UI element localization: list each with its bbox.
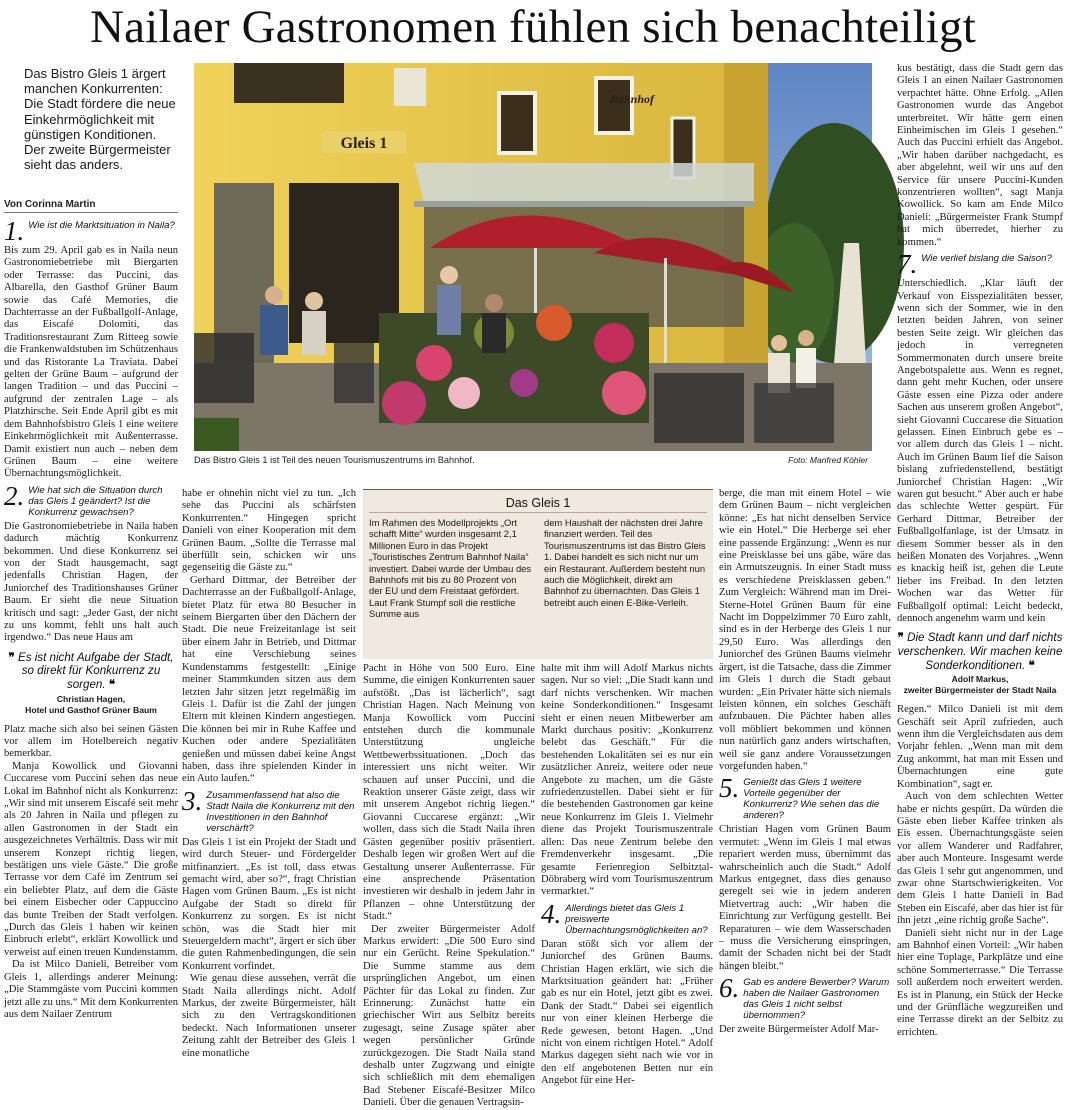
question-number: 4. [541, 898, 562, 929]
question-text: Allerdings bietet das Gleis 1 preiswerte Übernachtungsmöglichkeiten an? [565, 902, 708, 936]
question-text: Wie hat sich die Situation durch das Gleis 1 geändert? Ist die Konkurrenz gewachsen? [28, 484, 163, 518]
sign-bahnhof: Bahnhof [609, 92, 655, 106]
question-1 [4, 216, 178, 246]
question-number: 1. [4, 216, 25, 246]
paragraph: Platz mache sich also bei seinen Gästen vor allem im Hotelbereich negativ bemerkbar. [4, 723, 178, 760]
column-6 [897, 63, 1063, 1076]
paragraph: Da ist Milco Danieli, Betreiber vom Gleis 1, allerdings anderer Meinung: „Die Stammgäste vom Puccini kommen jetzt alle zu uns.“ Mit dem Konkurrenten aus dem Nailaer Zentrum [4, 959, 178, 1020]
quote-open-icon: ❞ [8, 650, 15, 664]
paragraph: Wie genau diese aussehen, verrät die Stadt Naila allerdings nicht. Adolf Markus, der zweite Bürgermeister, hält sich zu den Vertragskonditionen bedeckt. Nach Informationen unserer Zeitung zahlt der Betreiber des Gleis 1 eine monatliche [182, 973, 356, 1059]
question-text: Zusammenfassend hat also die Stadt Naila die Konkurrenz mit den Investitionen in den Bahnhof verschärft? [206, 789, 355, 834]
quote-close-icon: ❝ [108, 677, 116, 691]
paragraph: Das Gleis 1 ist ein Projekt der Stadt und wird durch Steuer- und Fördergelder mitfinanziert. „Es ist toll, dass etwas gemacht wird, aber so?“, fragt Christian Hagen vom Grünen Baum. „Es ist nicht Aufgabe der Stadt so direkt für Konkurrenz zu sorgen. Es ist nicht schön, was die Stadt hier mit Steuergeldern macht“, ärgert er sich über die guten Rahmenbedingungen, die sein Konkurrent vorfindet. [182, 836, 356, 972]
column-1 [4, 216, 178, 1076]
info-box-right: dem Haushalt der nächsten drei Jahre finanziert werden. Teil des Tourismuszentrums ist das Bistro Gleis 1. Dabei handelt es sich nicht nur um ein Restaurant. Außerdem besteht nun auch die Möglichkeit, direkt am Bahnhof zu übernachten. Das Gleis 1 betreibt auch einen E-Bike-Verleih. [544, 517, 706, 608]
byline-rule [4, 212, 178, 213]
question-number: 2. [4, 480, 25, 511]
quote-affiliation: zweiter Bürgermeister der Stadt Naila [903, 685, 1057, 696]
sign-gleis: Gleis 1 [340, 135, 388, 152]
question-2 [4, 480, 178, 518]
question-number: 6. [719, 973, 740, 1004]
paragraph: kus bestätigt, dass die Stadt gern das Gleis 1 an einen Nailaer Gastronomen verpachtet hätte. Ohne Erfolg. „Allen Gastronomen wurde das Angebot unterbreitet. Wir hätte gern einen Einheimischen im Gleis 1 gesehen.“ Auch das Puccini erhielt das Angebot. „Wir haben darüber nachgedacht, es aber abgelehnt, weil wir uns auf den Service für unsere Puccini-Kunden konzentrieren wollten“, sagt Manja Kowollick. So kam am Ende Milco Danieli: „Bürgermeister Frank Stumpf hat mich überredet, hierher zu kommen.“ [897, 63, 1063, 248]
bistro-photo [194, 63, 872, 451]
paragraph: Christian Hagen vom Grünen Baum vermutet: „Wenn im Gleis 1 mal etwas repariert werden muss, übernimmt das wahrscheinlich auch die Stadt.“ Adolf Markus entgegnet, dass dies genauso geregelt sei wie in jedem anderen Mietvertrag auch: „Wir haben die Einrichtung zur Verfügung gestellt. Bei Reparaturen – wie dem Wasserschaden – muss die Versicherung einspringen, damit der Schaden nicht bei der Stadt hängen bleibt.“ [719, 824, 891, 972]
quote-affiliation: Hotel und Gasthof Grüner Baum [25, 704, 157, 715]
paragraph: habe er ohnehin nicht viel zu tun. „Ich sehe das Puccini als schärfsten Konkurrenten.“ Hingegen spricht Danieli von einer Kooperation mit dem Grünen Baum. „Sollte die Terrasse mal überfüllt sein, schicken wir uns gegenseitig die Gäste zu.“ [182, 488, 356, 574]
bistro-photo-illustration [194, 63, 872, 451]
question-7 [897, 249, 1063, 280]
info-box-title: Das Gleis 1 [369, 490, 707, 513]
column-5 [719, 488, 891, 1076]
paragraph: Die Gastronomiebetriebe in Naila haben dadurch mächtig Konkurrenz bekommen. Und diese Konkurrenz sei von der Stadt hausgemacht, sagt jedenfalls Christian Hagen, der Juniorchef des Traditionshauses Grüner Baum. Er sieht die neue Situation kritisch und sagt: „Jeder Gast, der nicht zu uns kommt, fehlt uns halt auch irgendwo.“ Das neue Haus am [4, 520, 178, 644]
question-text: Wie ist die Marktsituation in Naila? [28, 220, 175, 231]
quote-source [897, 674, 1063, 696]
paragraph: Unterschiedlich. „Klar läuft der Verkauf von Eisspezialitäten besser, wenn sich der Sommer, wie in den letzten beiden Jahren, von seiner besten Seite zeigt. Wir gleichen das jedoch in verregneten Sommermonaten durch unsere breite Angebotspalette aus. Wenn es regnet, dann geht mehr Kuchen, oder unsere Gäste essen eine Pizza oder andere Sachen aus unserem großen Angebot“, sieht Giovanni Cuccarese die Situation gelassen. Einen Einbruch gebe es – vor allem durch das Gleis 1 – nicht. Auch im Grünen Baum lief die Saison bislang zufriedenstellend, bestätigt Juniorchef Christian Hagen: „Wir waren gut besucht.“ Aber auch er habe das schlechte Wetter gespürt. Für Gerhard Dittmar, Betreiber der Fußballgolfanlage, ist der Umsatz in diesem Sommer besser als in den heißen Monaten des Vorjahres. „Wenn es knackig heiß ist, gehen die Leute lieber ins Freibad. In den letzten Wochen war das Wetter für Fußballgolf optimal: Leicht bedeckt, dennoch angenehm warm und kein [897, 278, 1063, 625]
pull-quote-hagen [4, 651, 178, 692]
paragraph: Bis zum 29. April gab es in Naila neun Gastronomiebetriebe mit Biergarten oder Terrasse: das Puccini, das Albarella, den Gasthof Grüner Baum sowie das Café Memories, die Dachterrasse an der Fußballgolf-Anlage, das Eiscafé Dolomiti, das Traditionsrestaurant Zum Ritteeg sowie die Frankenwaldstuben im Schützenhaus und das Ristorante La Traviata. Dabei gelten der Grüne Baum – aufgrund der langen Tradition – und das Puccini – aufgrund der zentralen Lage – als Platzhirsche. Seit Ende April gibt es mit dem Bahnhofsbistro Gleis 1 eine weitere Einkehrmöglichkeit mit Außenterrasse. Damit existiert nun auch – neben dem Grünen Baum – eine weitere Übernachtungsmöglichkeit. [4, 245, 178, 480]
photo-caption [194, 454, 872, 468]
quote-author: Christian Hagen, [56, 693, 126, 704]
paragraph: Der zweiter Bürgermeister Adolf Markus erwidert: „Die 500 Euro sind nur ein Gerücht. Reine Spekulation.“ Die Summe stamme aus dem ursprünglichen Angebot, um einen Pächter für das Lokal zu finden. Zur Erinnerung: Zunächst hatte ein griechischer Wirt aus Selbitz bereits zugesagt, seine Zusage später aber wegen persönlicher Gründe zurückgezogen. Die Stadt Naila stand deshalb unter Zugzwang und einigte sich schließlich mit dem ehemaligen Bad Stebener Eiscafé-Besitzer Milco Danieli. Über die genauen Vertragsin- [363, 923, 535, 1109]
question-5 [719, 773, 891, 822]
lead-text: Das Bistro Gleis 1 ärgert manchen Konkurrenten: Die Stadt fördere die neue Einkehrmöglichkeit mit günstigen Konditionen. Der zweite Bürgermeister sieht das anders. [24, 66, 176, 173]
quote-open-icon: ❞ [897, 631, 904, 645]
question-text: Wie verlief bislang die Saison? [921, 253, 1052, 265]
paragraph: Manja Kowollick und Giovanni Cuccarese vom Puccini sehen das neue Lokal im Bahnhof nicht als Konkurrenz: „Wir sind mit unserem Eiscafé seit mehr als 20 Jahren in Naila und pflegen zu allen Gastronomen in der Stadt ein ausgezeichnetes Verhältnis. Dass wir mit unserem Konzept richtig liegen, bestätigen uns viele Gäste.“ Die große Terrasse vor dem Café im Zentrum sei ein beliebter Platz, auf dem die Gäste bei einem Eisbecher oder Cappuccino das bunte Treiben der Stadt verfolgen. „Durch das Gleis 1 haben wir keinen Einbruch erlebt“, erklärt Kowollick und verweist auf einen treuen Kundenstamm. [4, 760, 178, 958]
quote-source [4, 694, 178, 716]
paragraph: Gerhard Dittmar, der Betreiber der Dachterrasse an der Fußballgolf-Anlage, bietet Platz für etwa 80 Besucher in seinem Biergarten über den Dächern der Stadt. Die neue Freizeitanlage ist seit über einem Jahr in Betrieb, und Dittmar hat eine Verschiebung seines Kundenstamms festgestellt: „Einige meiner Stammkunden sitzen aus dem letzten Jahr sitzen jetzt regelmäßig im Gleis 1. Dafür ist die Zahl der jungen Eltern mit kleinen Kindern angestiegen. Die können bei mir in Ruhe Kaffee und Kuchen oder andere Spezialitäten genießen und müssen dabei keine Angst haben, dass ihre spielenden Kinder in ein Auto laufen.“ [182, 574, 356, 785]
quote-author: Adolf Markus, [951, 674, 1009, 685]
column-4 [541, 663, 713, 1087]
byline: Von Corinna Martin [4, 199, 96, 210]
quote-text: Die Stadt kann und darf nichts verschenken. Wir machen keine Sonderkonditionen. [897, 631, 1063, 672]
photo-credit: Foto: Manfred Köhler [788, 455, 868, 465]
question-6 [719, 973, 891, 1022]
question-number: 7. [897, 249, 918, 280]
info-box [363, 489, 713, 659]
question-3 [182, 785, 356, 834]
paragraph: halte mit ihm will Adolf Markus nichts sagen. Nur so viel: „Die Stadt kann und darf nichts verschenken. Wir machen keine Sonderkonditionen.“ Insgesamt sieht er einen neuen Mitbewerber am Markt durchaus positiv: „Konkurrenz belebt das Geschäft.“ Für die bestehenden Lokalitäten sei es nur ein zusätzlicher Anreiz, weitere oder neue Angebote zu machen, um die Gäste zufriedenzustellen. Dabei sieht er für die bestehenden Gastronomen gar keine neue Konkurrenz im Gleis 1. Vielmehr diene das Projekt Tourismuszentrale allen: Das neue Zentrum belebe den Fremdenverkehr insgesamt. „Die gesamte Ferienregion Selbitztal-Döbraberg wird vom Tourismuszentrum vermarktet.“ [541, 663, 713, 898]
pull-quote-markus [897, 631, 1063, 672]
question-4 [541, 898, 713, 936]
question-number: 3. [182, 785, 203, 816]
question-text: Genießt das Gleis 1 weitere Vorteile gegenüber der Konkurrenz? Wie sehen das die anderen? [743, 777, 880, 822]
paragraph: Pacht in Höhe von 500 Euro. Eine Summe, die einigen Konkurrenten sauer aufstößt. „Das ist lächerlich“, sagt Christian Hagen. Nach Meinung von Manja Kowollick vom Puccini entstehen durch die kommunale Unterstützung ungleiche Wettbewerbssituationen. „Doch das interessiert uns nicht weiter. Wir schauen auf unser Puccini, und die Reaktion unserer Gäste zeigt, dass wir mit unserem Angebot richtig liegen.“ Giovanni Cuccarese ergänzt: „Wir wollen, dass sich die Stadt Naila ihren Gästen gegenüber positiv präsentiert. Deshalb legen wir großen Wert auf die Gestaltung unserer Außenterrasse. Für eine ansprechende Präsentation investieren wir deshalb in jedem Jahr in Pflanzen – ohne Unterstützung der Stadt.“ [363, 663, 535, 923]
paragraph: Der zweite Bürgermeister Adolf Mar- [719, 1024, 879, 1036]
paragraph: Auch von dem schlechten Wetter habe er nichts gespürt. Da würden die Gäste eben lieber Kaffee trinken als Eis essen. Übernachtungsgäste seien vor allem Wanderer und Radfahrer, aber auch Monteure. Insgesamt werde das Gleis 1 sehr gut angenommen, und zwar ohne Startschwierigkeiten. Vor dem Gleis 1 hatte Danieli in Bad Steben ein Eiscafé, aber das hier ist für ihn jetzt „eine richtig große Sache“. [897, 791, 1063, 927]
question-text: Gab es andere Bewerber? Warum haben die Nailaer Gastronomen das Gleis 1 nicht selbst übernommen? [743, 977, 890, 1022]
caption-text: Das Bistro Gleis 1 ist Teil des neuen Tourismuszentrums im Bahnhof. [194, 455, 475, 465]
headline: Nailaer Gastronomen fühlen sich benachteiligt [89, 1, 977, 53]
column-3 [363, 663, 535, 1109]
quote-close-icon: ❝ [1028, 658, 1035, 672]
question-number: 5. [719, 773, 740, 804]
info-box-left: Im Rahmen des Modellprojekts „Ort schafft Mitte“ wurden insgesamt 2,1 Millionen Euro in das Projekt „Touristisches Zentrum Bahnhof Naila“ investiert. Dabei wurde der Umbau des Bahnhofs mit bis zu 80 Prozent von der EU und dem Freistaat gefördert. Laut Frank Stumpf soll die restliche Summe aus [369, 517, 532, 620]
paragraph: Daran stößt sich vor allem der Juniorchef des Grünen Baums. Christian Hagen erklärt, wie sich die Marktsituation geändert hat: „Früher gab es nur ein Hotel, jetzt gibt es zwei. Dank der Stadt.“ Dabei sei eigentlich nur von einer kleinen Herberge die Rede gewesen, betont Hagen. „Und nicht von einem richtigen Hotel.“ Adolf Markus dagegen sieht nach wie vor in den elf angebotenen Betten nur ein Angebot für eine Her- [541, 938, 713, 1087]
paragraph: berge, die man mit einem Hotel – wie dem Grünen Baum – nicht vergleichen könne: „Es hat nicht denselben Service wie ein Hotel.“ Die Herberge sei eher eine passende Ergänzung: „Wenn es nur eine Preisklasse bei uns gäbe, wäre das ein Armutszeugnis. In einer Stadt muss es verschiedene Preisklassen geben.“ Zum Vergleich: Während man im Drei-Sterne-Hotel Grünen Baum für eine Nacht im Doppelzimmer 70 Euro zahlt, sind es in der Herberge des Gleis 1 nur 29,50 Euro. Was allerdings den Juniorchef des Grünen Baums vielmehr ärgert, ist die Tatsache, dass die Zimmer im Gleis 1 durch die Stadt gebaut wurden: „Ein Privater hätte sich niemals leisten können, ein solches Geschäft aufzubauen. Die Pächter haben alles voll möbliert bekommen und können nun natürlich ganz anders wirtschaften, weil sie ganz andere Voraussetzungen vorgefunden haben.“ [719, 488, 891, 772]
quote-text: Es ist nicht Aufgabe der Stadt, so direkt für Konkurrenz zu sorgen. [17, 650, 174, 691]
paragraph: Regen.“ Milco Danieli ist mit dem Geschäft seit April zufrieden, auch wenn ihm die Vergleichsdaten aus dem Vorjahr fehlen. „Wenn man mit dem Zug ankommt, hat man mit Essen und Übernachtungen eine gute Kombination“, sagt er. [897, 704, 1063, 790]
column-2 [182, 488, 356, 1076]
paragraph: Danieli sieht nicht nur in der Lage am Bahnhof einen Vorteil: „Wir haben hier eine Toplage, Parkplätze und eine schöne Sommerterrasse.“ Die Terrasse soll außerdem noch erweitert werden. Es ist in Planung, ein Stück der Hecke und der Grünfläche wegzureißen und eine Terrasse direkt an der Selbitz zu errichten. [897, 927, 1063, 1038]
